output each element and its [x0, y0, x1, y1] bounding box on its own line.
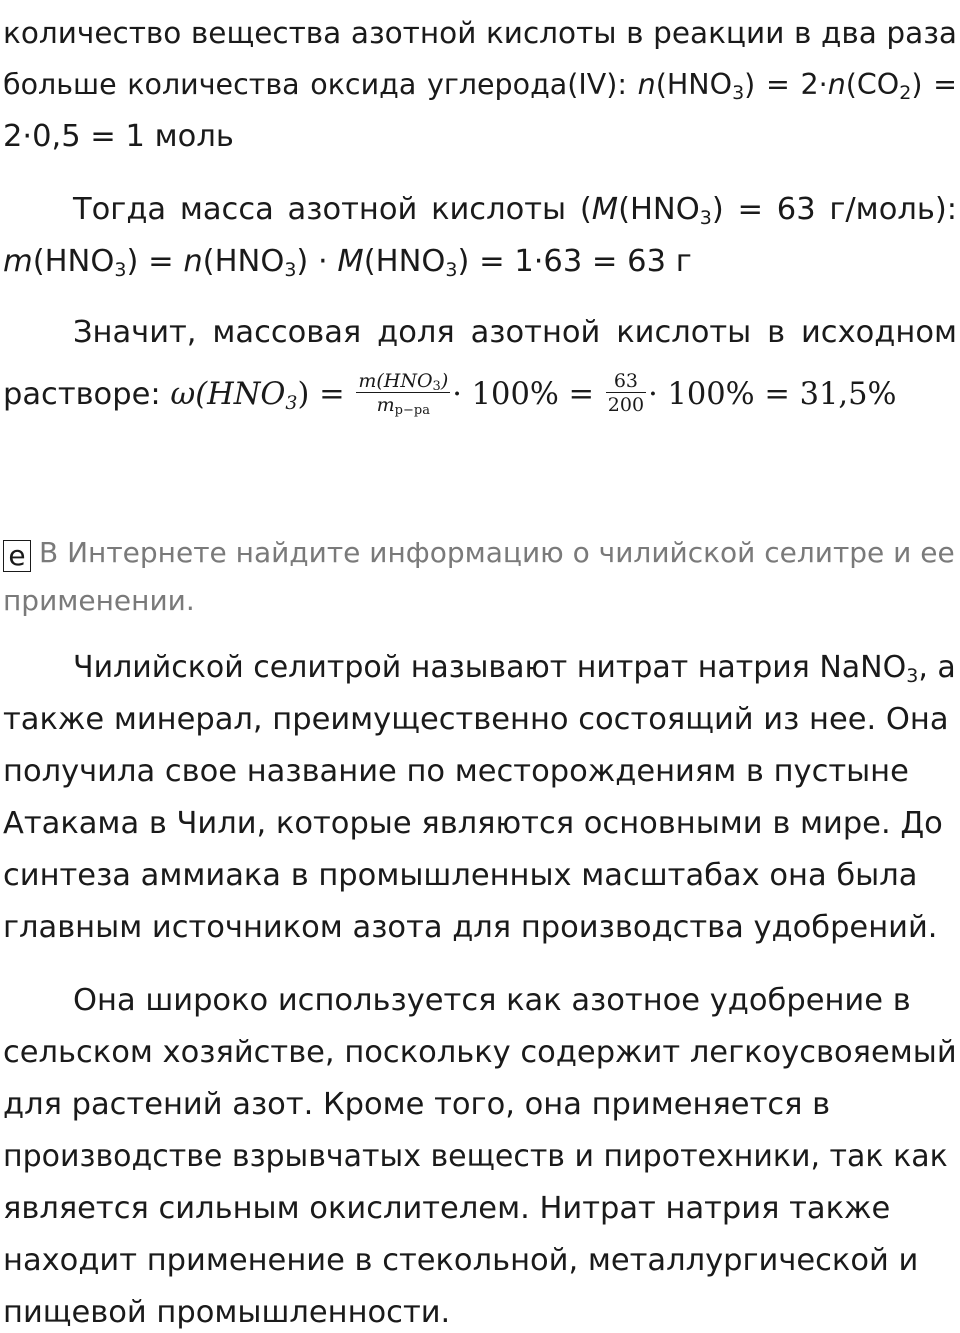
text-line: находит применение в стекольной, металлургической и [3, 1243, 919, 1278]
text-line: $m(HNO_3) = n(HNO_3) \cdot M(HNO_3) = 1\cdot 63 = 63$ г [3, 244, 692, 281]
text-line: количество вещества азотной кислоты в реакции в два раза [3, 16, 957, 50]
text-line: Атакама в Чили, которые являются основными в мире. До [3, 806, 943, 841]
omega-expression: $\omega(HNO_3)$ = [170, 377, 345, 414]
formula-line: растворе: $\omega(HNO_3)$ = $\frac{m(HNO_3)}{m_{р-ра}}$ · 100% = $\frac{63}{200}$ · 100% = 31,5% [3, 370, 897, 418]
text-line: также минерал, преимущественно состоящий из нее. Она [3, 702, 949, 737]
text-line: Она широко используется как азотное удобрение в [73, 983, 911, 1018]
text-line: производстве взрывчатых веществ и пиротехники, так как [3, 1139, 948, 1174]
text-line: синтеза аммиака в промышленных масштабах она была [3, 858, 918, 893]
text-line: получила свое название по месторождениям в пустыне [3, 754, 909, 789]
text-line: Чилийской селитрой называют нитрат натрия NaNO$_3$, а [73, 650, 956, 687]
text-line: 2·0,5 = 1 моль [3, 119, 234, 154]
question-letter-badge: е [3, 540, 31, 572]
text-line: Значит, массовая доля азотной кислоты в исходном [73, 315, 957, 350]
text-line: сельском хозяйстве, поскольку содержит легкоусвояемый [3, 1035, 957, 1070]
text-line: пищевой промышленности. [3, 1295, 451, 1330]
text-line: больше количества оксида углерода(IV): $n(HNO_3) = 2\cdot n(CO_2)$ = [3, 68, 958, 104]
fraction-values: $\frac{63}{200}$ [607, 370, 645, 416]
text-line: главным источником азота для производства удобрений. [3, 910, 938, 945]
question-line: применении. [3, 584, 195, 617]
text-line: Тогда масса азотной кислоты ($M(HNO_3) = 63$ г/моль): [73, 192, 957, 229]
text-line: для растений азот. Кроме того, она применяется в [3, 1087, 831, 1122]
question-line: е В Интернете найдите информацию о чилийской селитре и ее [3, 533, 955, 573]
text-line: является сильным окислителем. Нитрат натрия также [3, 1191, 891, 1226]
fraction-mass-ratio: $\frac{m(HNO_3)}{m_{р-ра}}$ [358, 370, 449, 418]
